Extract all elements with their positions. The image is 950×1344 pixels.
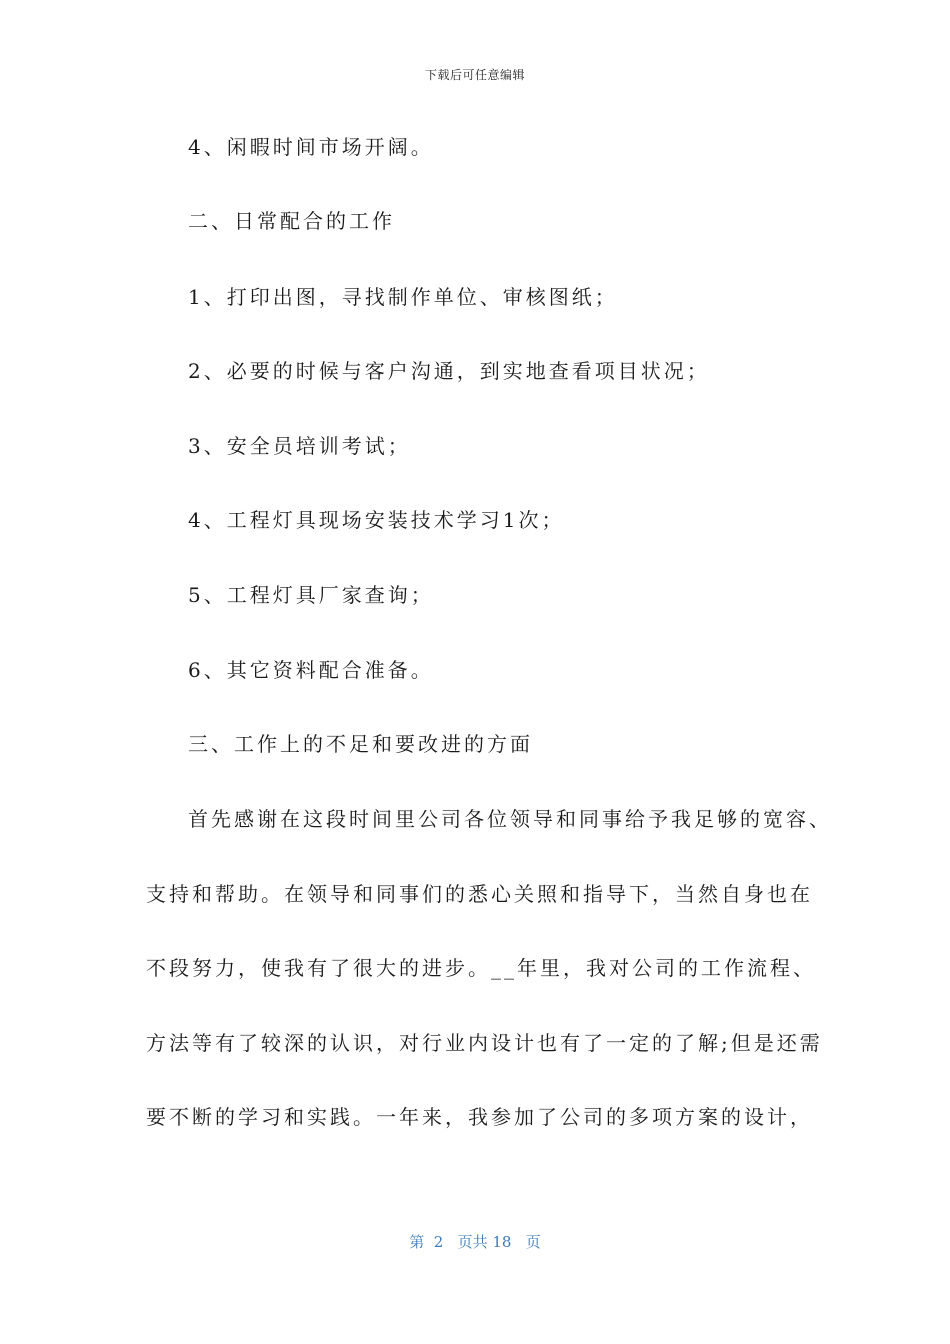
section-heading-shortcomings: 三、工作上的不足和要改进的方面 <box>188 732 533 756</box>
paragraph-line-1: 首先感谢在这段时间里公司各位领导和同事给予我足够的宽容、 <box>188 807 832 831</box>
page-number-footer: 第 2 页共 18 页 <box>409 1233 541 1251</box>
paragraph-line-3: 不段努力，使我有了很大的进步。__年里，我对公司的工作流程、 <box>146 956 816 980</box>
list-item-other-materials: 6、其它资料配合准备。 <box>188 658 434 682</box>
paragraph-line-2: 支持和帮助。在领导和同事们的悉心关照和指导下，当然自身也在 <box>146 882 813 906</box>
section-heading-daily-work: 二、日常配合的工作 <box>188 209 395 233</box>
paragraph-line-4: 方法等有了较深的认识，对行业内设计也有了一定的了解;但是还需 <box>146 1031 823 1055</box>
list-item-lamp-installation: 4、工程灯具现场安装技术学习1次； <box>188 508 565 532</box>
list-item-safety-training: 3、安全员培训考试； <box>188 434 411 458</box>
list-item-print-drawings: 1、打印出图，寻找制作单位、审核图纸； <box>188 285 618 309</box>
list-item-client-communication: 2、必要的时候与客户沟通，到实地查看项目状况； <box>188 359 710 383</box>
page-header-note: 下载后可任意编辑 <box>424 68 525 82</box>
list-item-leisure-market: 4、闲暇时间市场开阔。 <box>188 135 434 159</box>
list-item-lamp-vendor: 5、工程灯具厂家查询； <box>188 583 434 607</box>
paragraph-line-5: 要不断的学习和实践。一年来，我参加了公司的多项方案的设计， <box>146 1105 813 1129</box>
